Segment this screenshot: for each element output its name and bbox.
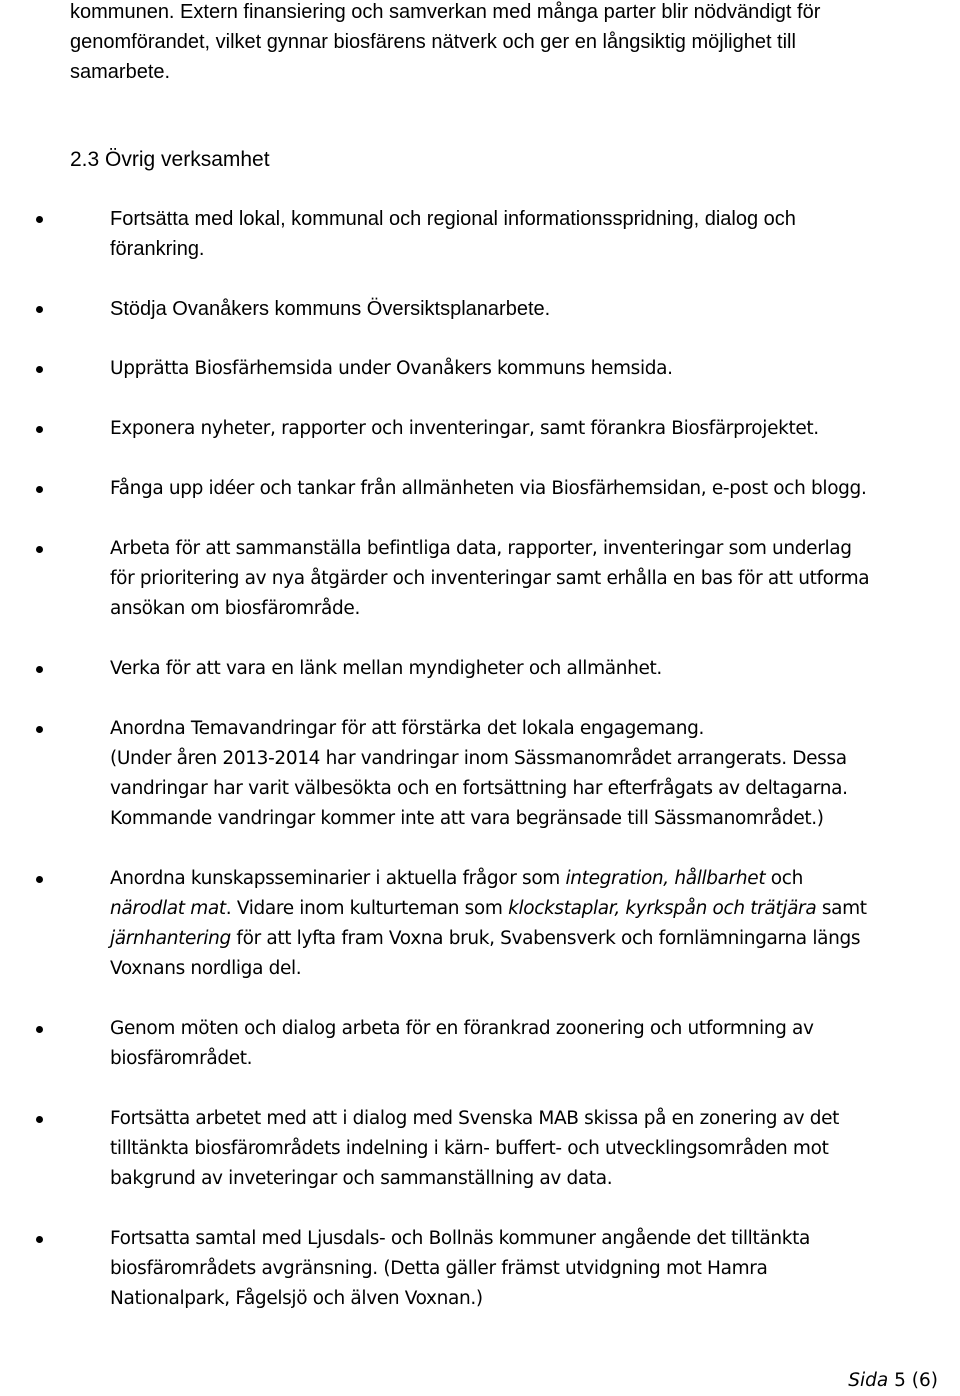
bullet-icon: [36, 546, 43, 553]
list-item: [110, 1014, 960, 1074]
list-item-text: Fånga upp idéer och tankar från allmänheten via Biosfärhemsidan, e-post och blogg.: [110, 478, 867, 499]
list-item-text: [110, 894, 960, 924]
list-item: [110, 654, 960, 684]
list-item-text-part: . Vidare inom kulturteman som: [225, 898, 509, 919]
intro-line: genomförandet, vilket gynnar biosfärens nätverk och ger en långsiktig möjlighet till: [70, 31, 796, 53]
list-item-text: ansökan om biosfärområde.: [110, 598, 360, 619]
list-item-text: Kommande vandringar kommer inte att vara begränsade till Sässmanområdet.): [110, 808, 824, 829]
list-item-text-part: för att lyfta fram Voxna bruk, Svabensverk och fornlämningarna längs: [230, 928, 861, 949]
list-item-text-part: och: [765, 868, 803, 889]
list-item-text: Upprätta Biosfärhemsida under Ovanåkers kommuns hemsida.: [110, 358, 673, 379]
list-item-text: biosfärområdets avgränsning. (Detta gäller främst utvidgning mot Hamra: [110, 1258, 768, 1279]
emphasis-text: järnhantering: [110, 928, 231, 949]
list-item-text: Fortsätta med lokal, kommunal och regional informationsspridning, dialog och: [110, 208, 796, 230]
list-item-text: biosfärområdet.: [110, 1048, 253, 1069]
list-item-text: [110, 864, 960, 894]
list-item-text: Exponera nyheter, rapporter och inventeringar, samt förankra Biosfärprojektet.: [110, 418, 819, 439]
list-item: [110, 1104, 960, 1194]
list-item: [110, 534, 960, 624]
list-item-text: Verka för att vara en länk mellan myndigheter och allmänhet.: [110, 658, 662, 679]
bullet-icon: [36, 366, 43, 373]
bullet-icon: [36, 1026, 43, 1033]
intro-line: kommunen. Extern finansiering och samverkan med många parter blir nödvändigt för: [70, 1, 821, 23]
bullet-icon: [36, 1236, 43, 1243]
list-item-text: för prioritering av nya åtgärder och inventeringar samt erhålla en bas för att utforma: [110, 568, 870, 589]
list-item: [110, 204, 960, 264]
list-item-text: vandringar har varit välbesökta och en fortsättning har efterfrågats av deltagarna.: [110, 778, 848, 799]
intro-line: samarbete.: [70, 61, 171, 83]
list-item-text: Voxnans nordliga del.: [110, 958, 302, 979]
page-number: 5 (6): [894, 1370, 938, 1391]
bullet-icon: [36, 306, 43, 313]
list-item-text: Genom möten och dialog arbeta för en förankrad zoonering och utformning av: [110, 1018, 814, 1039]
list-item-text-part: Anordna kunskapsseminarier i aktuella frågor som: [110, 868, 566, 889]
bullet-icon: [36, 216, 43, 223]
list-item-text: (Under åren 2013-2014 har vandringar inom Sässmanområdet arrangerats. Dessa: [110, 748, 847, 769]
list-item-text: bakgrund av inveteringar och sammanställning av data.: [110, 1168, 613, 1189]
list-item-text: Stödja Ovanåkers kommuns Översiktsplanarbete.: [110, 298, 551, 320]
section-heading: 2.3 Övrig verksamhet: [70, 148, 270, 171]
list-item: [110, 474, 960, 504]
list-item: [110, 354, 960, 384]
list-item-text: [110, 924, 960, 954]
list-item-text: Nationalpark, Fågelsjö och älven Voxnan.): [110, 1288, 483, 1309]
bullet-icon: [36, 486, 43, 493]
page-footer: [848, 1366, 938, 1396]
bullet-icon: [36, 726, 43, 733]
list-item-text: Fortsatta samtal med Ljusdals- och Bollnäs kommuner angående det tilltänkta: [110, 1228, 810, 1249]
list-item-text: Arbeta för att sammanställa befintliga data, rapporter, inventeringar som underlag: [110, 538, 852, 559]
bullet-icon: [36, 1116, 43, 1123]
bullet-icon: [36, 876, 43, 883]
list-item: [110, 294, 960, 324]
list-item: [110, 714, 960, 834]
page-label: Sida: [848, 1370, 889, 1391]
list-item-text: förankring.: [110, 238, 205, 260]
bullet-icon: [36, 666, 43, 673]
emphasis-text: klockstaplar, kyrkspån och trätjära: [508, 898, 817, 919]
list-item-text: tilltänkta biosfärområdets indelning i kärn- buffert- och utvecklingsområden mot: [110, 1138, 829, 1159]
intro-paragraph: [70, 0, 950, 87]
list-item: [110, 1224, 960, 1314]
emphasis-text: integration, hållbarhet: [565, 868, 766, 889]
list-item: [110, 414, 960, 444]
list-item: [110, 864, 960, 984]
list-item-text: Fortsätta arbetet med att i dialog med Svenska MAB skissa på en zonering av det: [110, 1108, 840, 1129]
emphasis-text: närodlat mat: [110, 898, 226, 919]
bullet-icon: [36, 426, 43, 433]
list-item-text-part: samt: [816, 898, 867, 919]
list-item-text: Anordna Temavandringar för att förstärka det lokala engagemang.: [110, 718, 705, 739]
